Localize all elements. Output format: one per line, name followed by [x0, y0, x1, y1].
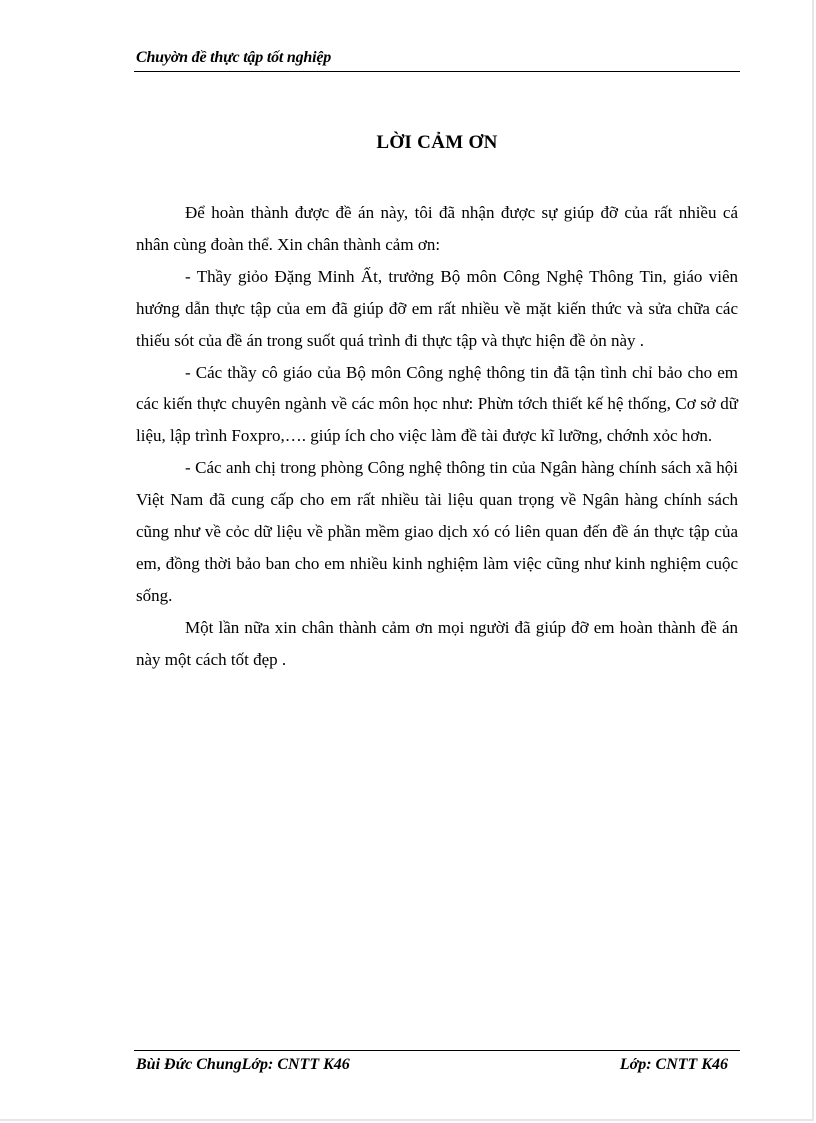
page-footer [134, 1050, 740, 1077]
page-header [134, 49, 740, 72]
running-title: Chuyờn đề thực tập tốt nghiệp [136, 49, 332, 66]
paragraph-bank-staff: - Các anh chị trong phòng Công nghệ thông tin của Ngân hàng chính sách xã hội Việt Nam đã cung cấp cho em rất nhiều tài liệu quan trọng về Ngân hàng chính sách cũng như về cỏc dữ liệu về phần mềm giao dịch xó có liên quan đến đề án thực tập của em, đồng thời bảo ban cho em nhiều kinh nghiệm làm việc cũng như kinh nghiệm cuộc sống. [136, 458, 738, 605]
footer-author-class: Bùi Đức ChungLớp: CNTT K46 [136, 1056, 350, 1073]
paragraph-faculty: - Các thầy cô giáo của Bộ môn Công nghệ thông tin đã tận tình chỉ bảo cho em các kiến thực chuyên ngành về các môn học như: Phừn tớch thiết kế hệ thống, Cơ sở dữ liệu, lập trình Foxpro,…. giúp ích cho việc làm đề tài được kĩ lưỡng, chớnh xỏc hơn. [136, 362, 738, 446]
paragraph-advisor: - Thầy giỏo Đặng Minh Ất, trưởng Bộ môn Công Nghệ Thông Tin, giáo viên hướng dẫn thực tập của em đã giúp đỡ em rất nhiều về mặt kiến thức và sửa chữa các thiếu sót của đề án trong suốt quá trình đi thực tập và thực hiện đề ỏn này . [136, 266, 738, 350]
document-body [136, 197, 738, 676]
footer-class-label: Lớp: CNTT K46 [619, 1056, 728, 1073]
document-title: LỜI CẢM ƠN [376, 132, 498, 153]
paragraph-intro: Để hoàn thành được đề án này, tôi đã nhận được sự giúp đỡ của rất nhiều cá nhân cùng đoàn thể. Xin chân thành cảm ơn: [136, 203, 738, 254]
paragraph-closing: Một lần nữa xin chân thành cảm ơn mọi người đã giúp đỡ em hoàn thành đề án này một cách tốt đẹp . [136, 617, 738, 669]
